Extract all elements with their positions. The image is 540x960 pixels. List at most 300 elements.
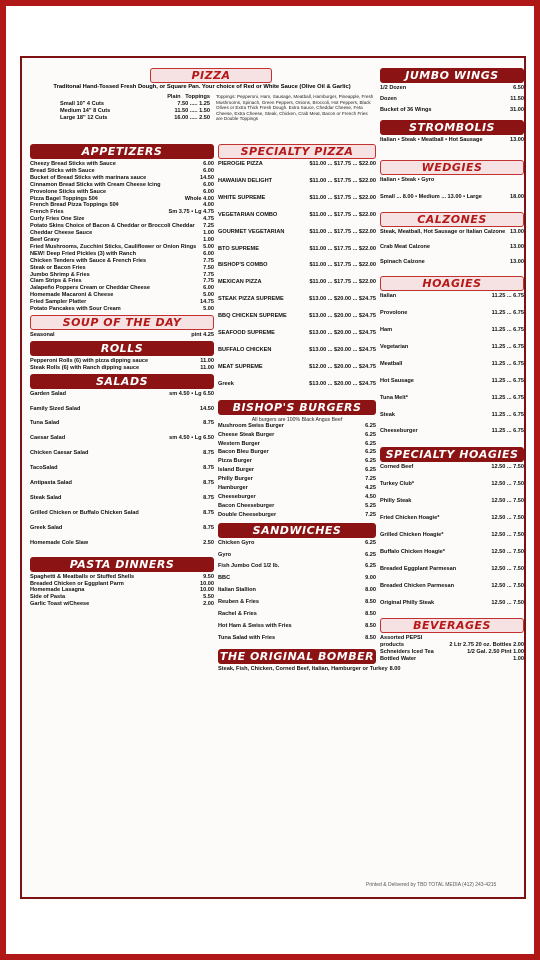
- pasta-item-price: 10.00: [200, 580, 214, 587]
- salads-item: [30, 480, 214, 487]
- specialty-item: [218, 195, 376, 202]
- pasta-item-name: Spaghetti & Meatballs or Stuffed Shells: [30, 573, 135, 580]
- calzones-item-price: 13.00: [510, 244, 524, 251]
- specialtyHoagies-item-price: 12.50 ... 7.50: [491, 481, 524, 488]
- pizza-size-row: [60, 101, 210, 108]
- sandwiches-item-price: 8.00: [365, 587, 376, 594]
- pasta-item: [30, 587, 214, 594]
- appetizers-item: [30, 272, 214, 279]
- wedgies-list: [380, 177, 524, 211]
- hoagies-item-price: 11.25 ... 6.75: [491, 310, 524, 317]
- soup-item-name: Seasonal: [30, 331, 55, 338]
- salads-item: [30, 465, 214, 472]
- pizza-size-plain: 7.50: [177, 100, 189, 107]
- appetizers-item-name: Bread Sticks with Sauce: [30, 167, 95, 174]
- specialtyHoagies-item-name: Original Philly Steak: [380, 599, 435, 606]
- wedgies-item-name: Italian • Steak • Gyro: [380, 176, 435, 183]
- hoagies-list: [380, 293, 524, 445]
- rolls-item-name: Pepperoni Rolls (6) with pizza dipping sauce: [30, 357, 149, 364]
- beverages-item: [380, 642, 524, 649]
- specialty-item: [218, 178, 376, 185]
- hoagies-item-name: Vegetarian: [380, 343, 409, 350]
- specialty-hoagies-header: SPECIALTY HOAGIES: [380, 447, 524, 462]
- pasta-item-price: 2.00: [203, 601, 214, 608]
- hoagies-item-name: Provolone: [380, 310, 408, 317]
- beverages-item-price: 2 Ltr 2.75 20 oz. Bottles 2.00: [449, 642, 524, 649]
- calzones-item-name: Spinach Calzone: [380, 259, 425, 266]
- appetizers-item: [30, 292, 214, 299]
- appetizers-item: [30, 202, 214, 209]
- pizza-toppings: Toppings: Pepperoni, Ham, Sausage, Meatball, Hamburger, Pineapple, Fresh Mushrooms, Spinach, Green Peppers, Onions, Broccoli, Hot Peppers, Black Olives or Extra Thick Fresh Dough. Extra Sauce, Cheddar Cheese, Feta Cheese, Extra Cheese, Steak, Chicken, Crab Meat, Bacon or French Fries are Double Toppings: [216, 94, 374, 122]
- specialtyHoagies-item: [380, 549, 524, 556]
- salads-item-price: 8.75: [203, 420, 214, 427]
- burgers-item-price: 6.25: [365, 422, 376, 429]
- salads-item-name: Tuna Salad: [30, 420, 60, 427]
- appetizers-item: [30, 306, 214, 313]
- pizza-size-topping: 1.25: [199, 100, 210, 107]
- sandwiches-header: SANDWICHES: [218, 523, 376, 538]
- burgers-item-name: Philly Burger: [218, 476, 253, 483]
- wings-header: JUMBO WINGS: [380, 68, 524, 83]
- appetizers-item-price: 4.00: [203, 202, 214, 209]
- bomber-header: THE ORIGINAL BOMBER: [219, 649, 375, 663]
- pizza-sizes: [60, 94, 210, 122]
- specialtyHoagies-item-price: 12.50 ... 7.50: [491, 565, 524, 572]
- specialty-item-price: $12.00 ... $20.00 ... $24.75: [309, 363, 376, 370]
- specialtyHoagies-item-name: Turkey Club*: [380, 481, 415, 488]
- hoagies-item-price: 11.25 ... 6.75: [491, 343, 524, 350]
- appetizers-item: [30, 209, 214, 216]
- specialty-item: [218, 246, 376, 253]
- rolls-item-price: 11.00: [200, 364, 214, 371]
- salads-item-price: 8.75: [203, 450, 214, 457]
- appetizers-item: [30, 244, 214, 251]
- salads-item-price: 8.75: [203, 465, 214, 472]
- specialtyHoagies-item-price: 12.50 ... 7.50: [491, 515, 524, 522]
- specialty-item-price: $13.00 ... $20.00 ... $24.75: [309, 313, 376, 320]
- appetizers-header: APPETIZERS: [30, 144, 214, 159]
- specialtyHoagies-item: [380, 515, 524, 522]
- sandwiches-item-name: BBC: [218, 575, 231, 582]
- sandwiches-item: [218, 623, 376, 630]
- appetizers-item-price: 14.50: [200, 174, 214, 181]
- beverages-item: [380, 635, 524, 642]
- calzones-header: CALZONES: [380, 212, 524, 227]
- appetizers-item-name: Chicken Tenders with Sauce & French Fries: [30, 257, 147, 264]
- burgers-item-name: Cheese Steak Burger: [218, 431, 275, 438]
- appetizers-item-price: 5.00: [203, 306, 214, 313]
- beverages-item-price: 1/2 Gal. 2.50 Pint 1.00: [467, 649, 524, 656]
- pizza-size-topping: 2.50: [199, 114, 210, 121]
- hoagies-item-name: Italian: [380, 293, 397, 300]
- wedgies-item: [380, 177, 524, 184]
- hoagies-item-name: Ham: [380, 326, 393, 333]
- pasta-item-price: 9.50: [203, 573, 214, 580]
- specialty-item: [218, 381, 376, 388]
- appetizers-item-price: 6.00: [203, 167, 214, 174]
- appetizers-item: [30, 265, 214, 272]
- hoagies-header: HOAGIES: [380, 276, 524, 291]
- pizza-size-row: [60, 108, 210, 115]
- burgers-item: [218, 449, 376, 456]
- calzones-item: [380, 259, 524, 266]
- burgers-item-price: 4.50: [365, 493, 376, 500]
- specialtyHoagies-item-name: Philly Steak: [380, 498, 412, 505]
- specialty-item-name: GOURMET VEGETARIAN: [218, 228, 285, 235]
- pizza-size-topping: 1.50: [199, 107, 210, 114]
- specialtyHoagies-item: [380, 532, 524, 539]
- salads-item: [30, 435, 214, 442]
- appetizers-item-price: 1.00: [203, 230, 214, 237]
- wings-item: [380, 107, 524, 114]
- specialty-item-name: BISHOP'S COMBO: [218, 262, 268, 269]
- bomber-item-price: 8.00: [389, 665, 401, 672]
- specialty-item-price: $13.00 ... $20.00 ... $24.75: [309, 296, 376, 303]
- specialty-item-name: WHITE SUPREME: [218, 194, 266, 201]
- specialty-item: [218, 229, 376, 236]
- pizza-subtitle: Traditonal Hand-Tossed Fresh Dough, or Square Pan. Your choice of Red or White Sauce (Olive Oil & Garlic): [53, 84, 351, 90]
- hoagies-item: [380, 310, 524, 317]
- appetizers-item: [30, 196, 214, 203]
- burgers-item-price: 4.25: [365, 485, 376, 492]
- salads-item: [30, 495, 214, 502]
- specialty-item: [218, 313, 376, 320]
- hoagies-item-price: 11.25 ... 6.75: [491, 293, 524, 300]
- specialty-item-name: Greek: [218, 380, 234, 387]
- specialty-item-name: BTO SUPREME: [218, 245, 259, 252]
- specialty-item-name: HAWAIIAN DELIGHT: [218, 177, 273, 184]
- burgers-item-name: Mushroom Swiss Burger: [218, 422, 284, 429]
- salads-item-price: 14.50: [200, 405, 214, 412]
- appetizers-item-name: Clam Strips & Fries: [30, 278, 82, 285]
- burgers-header: BISHOP'S BURGERS: [218, 400, 376, 415]
- calzones-item: [380, 244, 524, 251]
- appetizers-item-name: Cheezy Bread Sticks with Sauce: [30, 161, 116, 167]
- appetizers-list: [30, 161, 214, 313]
- appetizers-item-name: Homemade Macaroni & Cheese: [30, 292, 114, 299]
- appetizers-item-price: 6.00: [203, 181, 214, 188]
- burgers-item-price: 5.25: [365, 502, 376, 509]
- pizza-size-name: Small 10" 4 Cuts: [60, 100, 105, 107]
- soup-list: [30, 332, 214, 339]
- specialtyHoagies-item: [380, 464, 524, 471]
- hoagies-item-name: Cheeseburger: [380, 428, 418, 435]
- specialty-item-price: $11.00 ... $17.75 ... $22.00: [309, 194, 376, 201]
- pizza-size-prices: 16.00 ..... 2.50: [174, 114, 210, 121]
- specialty-item-name: MEAT SUPREME: [218, 363, 263, 370]
- hoagies-item-price: 11.25 ... 6.75: [491, 394, 524, 401]
- salads-item-name: Chicken Caesar Salad: [30, 450, 89, 457]
- hoagies-item-price: 11.25 ... 6.75: [491, 360, 524, 367]
- burgers-item: [218, 494, 376, 501]
- sandwiches-item: [218, 599, 376, 606]
- specialty-item-price: $11.00 ... $17.75 ... $22.00: [309, 245, 376, 252]
- salads-item-name: Caesar Salad: [30, 435, 66, 442]
- beverages-item: [380, 649, 524, 656]
- stromboli-item: [380, 137, 524, 144]
- appetizers-item-name: Pizza Bagel Toppings 50¢: [30, 195, 98, 202]
- appetizers-item-price: 7.25: [203, 223, 214, 230]
- specialtyHoagies-item-name: Grilled Chicken Hoagie*: [380, 531, 444, 538]
- footer-credit: Printed & Delivered by TBD TOTAL MEDIA (412) 243-4215: [366, 882, 497, 888]
- salads-header: SALADS: [30, 374, 214, 389]
- appetizers-item-name: Potato Pancakes with Sour Cream: [30, 306, 121, 313]
- appetizers-item-name: French Fries: [30, 209, 64, 216]
- rolls-item-price: 11.00: [200, 357, 214, 364]
- sandwiches-list: [218, 540, 376, 647]
- sandwiches-item-name: Rachel & Fries: [218, 611, 257, 618]
- pizza-col-toppings: Toppings: [185, 94, 210, 100]
- pizza-header: PIZZA: [150, 68, 272, 83]
- menu-page: [6, 6, 534, 954]
- specialtyHoagies-item-name: Buffalo Chicken Hoagie*: [380, 548, 445, 555]
- appetizers-item-name: Steak or Bacon Fries: [30, 264, 86, 271]
- salads-list: [30, 391, 214, 555]
- burgers-item-name: Island Burger: [218, 467, 255, 474]
- menu-sheet: [20, 56, 526, 899]
- beverages-item-name: Schneiders Iced Tea: [380, 649, 434, 656]
- sandwiches-item-price: 8.50: [365, 611, 376, 618]
- rolls-list: [30, 358, 214, 372]
- pizza-size-row: [60, 115, 210, 122]
- appetizers-item-price: 7.75: [203, 257, 214, 264]
- stromboli-list: [380, 137, 524, 158]
- pizza-size-name: Medium 14" 8 Cuts: [60, 107, 111, 114]
- burgers-item-price: 6.25: [365, 440, 376, 447]
- specialty-item-price: $11.00 ... $17.75 ... $22.00: [309, 211, 376, 218]
- wings-item-name: 1/2 Dozen: [380, 85, 407, 91]
- sandwiches-item-name: Gyro: [218, 551, 232, 558]
- burgers-item: [218, 503, 376, 510]
- specialtyHoagies-item-price: 12.50 ... 7.50: [491, 464, 524, 471]
- hoagies-item-name: Hot Sausage: [380, 377, 414, 384]
- sandwiches-item-price: 6.25: [365, 539, 376, 546]
- specialty-item: [218, 330, 376, 337]
- salads-item: [30, 525, 214, 532]
- wings-item-price: 31.00: [510, 106, 524, 113]
- appetizers-item: [30, 216, 214, 223]
- pizza-size-prices: 7.50 ..... 1.25: [177, 100, 210, 107]
- pizza-section: [30, 66, 374, 138]
- sandwiches-item: [218, 575, 376, 582]
- appetizers-item-price: Whole 4.00: [184, 195, 214, 202]
- sandwiches-item: [218, 635, 376, 642]
- appetizers-item-price: 4.75: [203, 216, 214, 223]
- appetizers-item-price: 5.00: [203, 243, 214, 250]
- wedgies-item-name: Small ... 8.00 • Medium ... 13.00 • Large: [380, 193, 482, 200]
- beverages-item-name: Bottled Water: [380, 656, 417, 663]
- wings-item: [380, 96, 524, 103]
- specialty-item-price: $11.00 ... $17.75 ... $22.00: [309, 228, 376, 235]
- sandwiches-item-name: Italian Stallion: [218, 587, 256, 594]
- burgers-list: [218, 423, 376, 521]
- sandwiches-item: [218, 611, 376, 618]
- hoagies-item: [380, 428, 524, 435]
- burgers-item-name: Western Burger: [218, 440, 260, 447]
- beverages-item-price: [522, 635, 524, 642]
- specialtyHoagies-item-name: Fried Chicken Hoagie*: [380, 515, 440, 522]
- burgers-item-price: 6.25: [365, 458, 376, 465]
- appetizers-item-name: Beef Gravy: [30, 236, 60, 243]
- specialty-item-name: STEAK PIZZA SUPREME: [218, 296, 284, 303]
- appetizers-item: [30, 182, 214, 189]
- rolls-item: [30, 365, 214, 372]
- appetizers-item-name: Curly Fries One Size: [30, 216, 85, 223]
- specialty-item-price: $11.00 ... $17.75 ... $22.00: [309, 262, 376, 269]
- burgers-item: [218, 441, 376, 448]
- salads-item-price: sm 4.50 • Lg 6.50: [169, 435, 214, 442]
- appetizers-item-price: 6.00: [203, 285, 214, 292]
- hoagies-item-price: 11.25 ... 6.75: [491, 326, 524, 333]
- salads-item: [30, 540, 214, 547]
- appetizers-item: [30, 237, 214, 244]
- sandwiches-item-price: 6.25: [365, 551, 376, 558]
- burgers-item: [218, 485, 376, 492]
- pasta-header: PASTA DINNERS: [30, 557, 214, 572]
- stromboli-item-name: Italian • Steak • Meatball • Hot Sausage: [380, 136, 483, 143]
- salads-item-price: 8.75: [203, 495, 214, 501]
- appetizers-item-name: Provolone Sticks with Sauce: [30, 188, 107, 195]
- salads-item: [30, 406, 214, 413]
- appetizers-item-name: Jumbo Shrimp & Fries: [30, 271, 90, 278]
- salads-item-name: Grilled Chicken or Buffalo Chicken Salad: [30, 509, 139, 516]
- salads-item-name: Greek Salad: [30, 524, 63, 531]
- sandwiches-item: [218, 540, 376, 547]
- pizza-col-plain: Plain: [167, 94, 181, 100]
- rolls-item-name: Steak Rolls (6) with Ranch dipping sauce: [30, 364, 140, 371]
- specialty-item: [218, 212, 376, 219]
- appetizers-item: [30, 189, 214, 196]
- hoagies-item: [380, 344, 524, 351]
- specialty-item-name: MEXICAN PIZZA: [218, 279, 262, 286]
- burgers-item-price: 7.25: [365, 511, 376, 518]
- sandwiches-item-price: 6.25: [365, 563, 376, 570]
- burgers-item: [218, 476, 376, 483]
- appetizers-item-price: 7.75: [203, 278, 214, 285]
- specialtyHoagies-item: [380, 481, 524, 488]
- sandwiches-item: [218, 587, 376, 594]
- burgers-item-name: Bacon Cheeseburger: [218, 502, 275, 509]
- pizza-size-columns: [60, 94, 210, 101]
- calzones-item-name: Steak, Meatball, Hot Sausage or Italian Calzone: [380, 229, 506, 236]
- salads-item-name: Homemade Cole Slaw: [30, 539, 89, 546]
- beverages-header: BEVERAGES: [380, 618, 524, 633]
- hoagies-item: [380, 327, 524, 334]
- salads-item: [30, 391, 214, 398]
- appetizers-section: [30, 142, 214, 608]
- specialtyHoagies-item-name: Corned Beef: [380, 464, 414, 471]
- pasta-list: [30, 574, 214, 609]
- specialtyHoagies-item-price: 12.50 ... 7.50: [491, 548, 524, 555]
- appetizers-item-price: 6.00: [203, 161, 214, 167]
- pasta-item: [30, 594, 214, 601]
- salads-item: [30, 450, 214, 457]
- burgers-item: [218, 467, 376, 474]
- pasta-item: [30, 574, 214, 581]
- bomber-list: [218, 665, 401, 677]
- burgers-item-name: Double Cheeseburger: [218, 511, 277, 518]
- specialtyHoagies-item: [380, 600, 524, 607]
- salads-item-price: sm 4.50 • Lg 6.50: [169, 390, 214, 397]
- soup-item: [30, 332, 214, 339]
- sandwiches-item-price: 8.50: [365, 599, 376, 606]
- appetizers-item-name: Jalapeño Poppers Cream or Cheddar Cheese: [30, 285, 150, 292]
- specialty-item: [218, 347, 376, 354]
- specialty-item: [218, 364, 376, 371]
- hoagies-item: [380, 378, 524, 385]
- appetizers-item-price: 7.75: [203, 271, 214, 278]
- specialty-hoagies-list: [380, 464, 524, 616]
- sandwiches-item-name: Hot Ham & Swiss with Fries: [218, 623, 292, 629]
- wings-item-name: Bucket of 36 Wings: [380, 106, 432, 113]
- stromboli-header: STROMBOLIS: [380, 120, 524, 135]
- specialtyHoagies-item-name: Breaded Chicken Parmesan: [380, 582, 454, 589]
- specialty-item-price: $11.00 ... $17.75 ... $22.00: [309, 161, 376, 167]
- right-column: [380, 66, 524, 663]
- specialty-item-price: $13.00 ... $20.00 ... $24.75: [309, 380, 376, 387]
- burgers-item-price: 7.25: [365, 476, 376, 483]
- sandwiches-item-name: Chicken Gyro: [218, 539, 255, 546]
- specialtyHoagies-item: [380, 498, 524, 505]
- specialty-pizza-list: [218, 161, 376, 398]
- hoagies-item-price: 11.25 ... 6.75: [491, 428, 524, 435]
- beverages-item-price: 1.00: [513, 656, 524, 663]
- hoagies-item-name: Steak: [380, 411, 395, 418]
- appetizers-item-name: Bucket of Bread Sticks with marinara sauce: [30, 174, 147, 181]
- salads-item-price: 8.75: [203, 509, 214, 516]
- burgers-item-name: Hamburger: [218, 485, 248, 492]
- specialty-item: [218, 161, 376, 168]
- burgers-item: [218, 423, 376, 430]
- rolls-item: [30, 358, 214, 365]
- hoagies-item-name: Tuna Melt*: [380, 394, 408, 401]
- appetizers-item-price: 7.50: [203, 264, 214, 271]
- appetizers-item-name: Cinnamon Bread Sticks with Cream Cheese Icing: [30, 181, 161, 188]
- wedgies-header: WEDGIES: [380, 160, 524, 175]
- appetizers-item: [30, 168, 214, 175]
- beverages-item: [380, 656, 524, 663]
- specialty-item: [218, 262, 376, 269]
- specialty-item-name: SEAFOOD SUPREME: [218, 330, 275, 337]
- salads-item-name: Antipasta Salad: [30, 480, 72, 487]
- hoagies-item: [380, 412, 524, 419]
- wings-item: [380, 85, 524, 92]
- specialty-item-name: BUFFALO CHICKEN: [218, 346, 272, 353]
- hoagies-item: [380, 395, 524, 402]
- calzones-item: [380, 229, 524, 236]
- specialty-item: [218, 296, 376, 303]
- wedgies-item: [380, 194, 524, 201]
- specialty-item-name: VEGETARIAN COMBO: [218, 211, 278, 218]
- burgers-item-price: 6.25: [365, 467, 376, 474]
- specialtyHoagies-item-price: 12.50 ... 7.50: [491, 531, 524, 538]
- appetizers-item-price: Sm 3.75 • Lg 4.75: [168, 209, 214, 216]
- appetizers-item-price: 14.75: [200, 299, 214, 306]
- specialtyHoagies-item-price: 12.50 ... 7.50: [491, 599, 524, 606]
- appetizers-item-price: 5.00: [203, 292, 214, 299]
- specialty-item-name: PIEROGIE PIZZA: [218, 161, 263, 167]
- sandwiches-item-name: Reuben & Fries: [218, 599, 260, 606]
- pizza-col-labels: [167, 94, 210, 101]
- wedgies-item-price: 18.00: [510, 193, 524, 200]
- appetizers-item: [30, 223, 214, 230]
- wings-list: [380, 85, 524, 118]
- sandwiches-item-name: Tuna Salad with Fries: [218, 634, 276, 641]
- salads-item-price: 8.75: [203, 480, 214, 487]
- specialtyHoagies-item-name: Breaded Eggplant Parmesan: [380, 565, 457, 572]
- pizza-size-prices: 11.50 ..... 1.50: [174, 107, 210, 114]
- burgers-item-name: Pizza Burger: [218, 458, 252, 465]
